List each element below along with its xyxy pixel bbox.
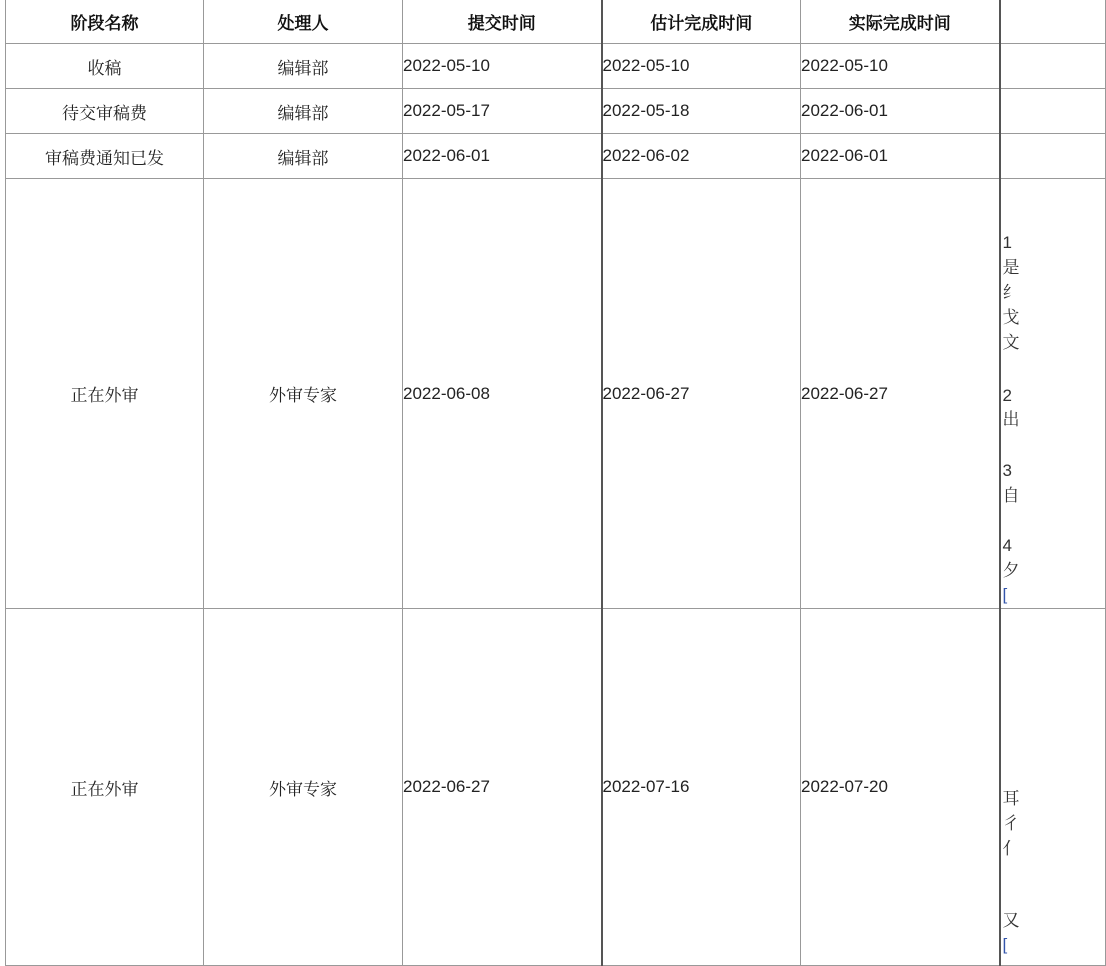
- notes-text-fragments: [1001, 179, 1106, 608]
- notes-fragment: 戈: [1002, 308, 1020, 327]
- table-row: [6, 179, 1106, 609]
- stage-name-cell: 正在外审: [6, 609, 204, 966]
- notes-fragment: 1: [1002, 233, 1012, 252]
- estimated-time-cell: 2022-06-02: [602, 134, 801, 179]
- stage-name-cell: 正在外审: [6, 179, 204, 609]
- notes-cell: [1000, 134, 1106, 179]
- actual-time-cell: 2022-06-01: [801, 134, 1000, 179]
- notes-link-fragment[interactable]: [: [1002, 935, 1008, 954]
- notes-fragment: 4: [1002, 536, 1012, 555]
- estimated-time-cell: 2022-06-27: [602, 179, 801, 609]
- notes-cell: [1000, 609, 1106, 966]
- handler-cell: 编辑部: [204, 134, 403, 179]
- estimated-time-cell: 2022-05-10: [602, 44, 801, 89]
- stage-name-cell: 待交审稿费: [6, 89, 204, 134]
- notes-fragment: 亻: [1002, 839, 1020, 858]
- notes-fragment: 纟: [1002, 283, 1020, 302]
- table-row: [6, 609, 1106, 966]
- notes-cell: [1000, 44, 1106, 89]
- table-row: [6, 134, 1106, 179]
- actual-time-cell: 2022-06-01: [801, 89, 1000, 134]
- header-estimated-time: 估计完成时间: [602, 0, 801, 44]
- notes-fragment: 3: [1002, 461, 1012, 480]
- actual-time-cell: 2022-05-10: [801, 44, 1000, 89]
- handler-cell: 外审专家: [204, 179, 403, 609]
- notes-fragment: 自: [1002, 486, 1020, 505]
- handler-cell: 编辑部: [204, 89, 403, 134]
- notes-fragment: 2: [1002, 386, 1012, 405]
- submit-time-cell: 2022-06-01: [403, 134, 602, 179]
- notes-cell: [1000, 89, 1106, 134]
- header-submit-time: 提交时间: [403, 0, 602, 44]
- notes-link-fragment[interactable]: [: [1002, 585, 1008, 604]
- submit-time-cell: 2022-05-17: [403, 89, 602, 134]
- actual-time-cell: 2022-06-27: [801, 179, 1000, 609]
- header-actual-time: 实际完成时间: [801, 0, 1000, 44]
- notes-fragment: 彳: [1002, 814, 1020, 833]
- handler-cell: 编辑部: [204, 44, 403, 89]
- estimated-time-cell: 2022-05-18: [602, 89, 801, 134]
- notes-fragment: 耳: [1002, 789, 1020, 808]
- submit-time-cell: 2022-05-10: [403, 44, 602, 89]
- review-progress-table: [5, 0, 1106, 966]
- estimated-time-cell: 2022-07-16: [602, 609, 801, 966]
- notes-fragment: 是: [1002, 258, 1020, 277]
- stage-name-cell: 审稿费通知已发: [6, 134, 204, 179]
- header-stage-name: 阶段名称: [6, 0, 204, 44]
- submit-time-cell: 2022-06-08: [403, 179, 602, 609]
- table-header-row: [6, 0, 1106, 44]
- submit-time-cell: 2022-06-27: [403, 609, 602, 966]
- notes-fragment: 出: [1002, 410, 1020, 429]
- header-notes: [1000, 0, 1106, 44]
- notes-cell: [1000, 179, 1106, 609]
- notes-fragment: 又: [1002, 911, 1020, 930]
- table-row: [6, 89, 1106, 134]
- actual-time-cell: 2022-07-20: [801, 609, 1000, 966]
- notes-text-fragments: [1001, 609, 1106, 965]
- stage-name-cell: 收稿: [6, 44, 204, 89]
- notes-fragment: 夕: [1002, 561, 1020, 580]
- handler-cell: 外审专家: [204, 609, 403, 966]
- header-handler: 处理人: [204, 0, 403, 44]
- table-row: [6, 44, 1106, 89]
- notes-fragment: 文: [1002, 333, 1020, 352]
